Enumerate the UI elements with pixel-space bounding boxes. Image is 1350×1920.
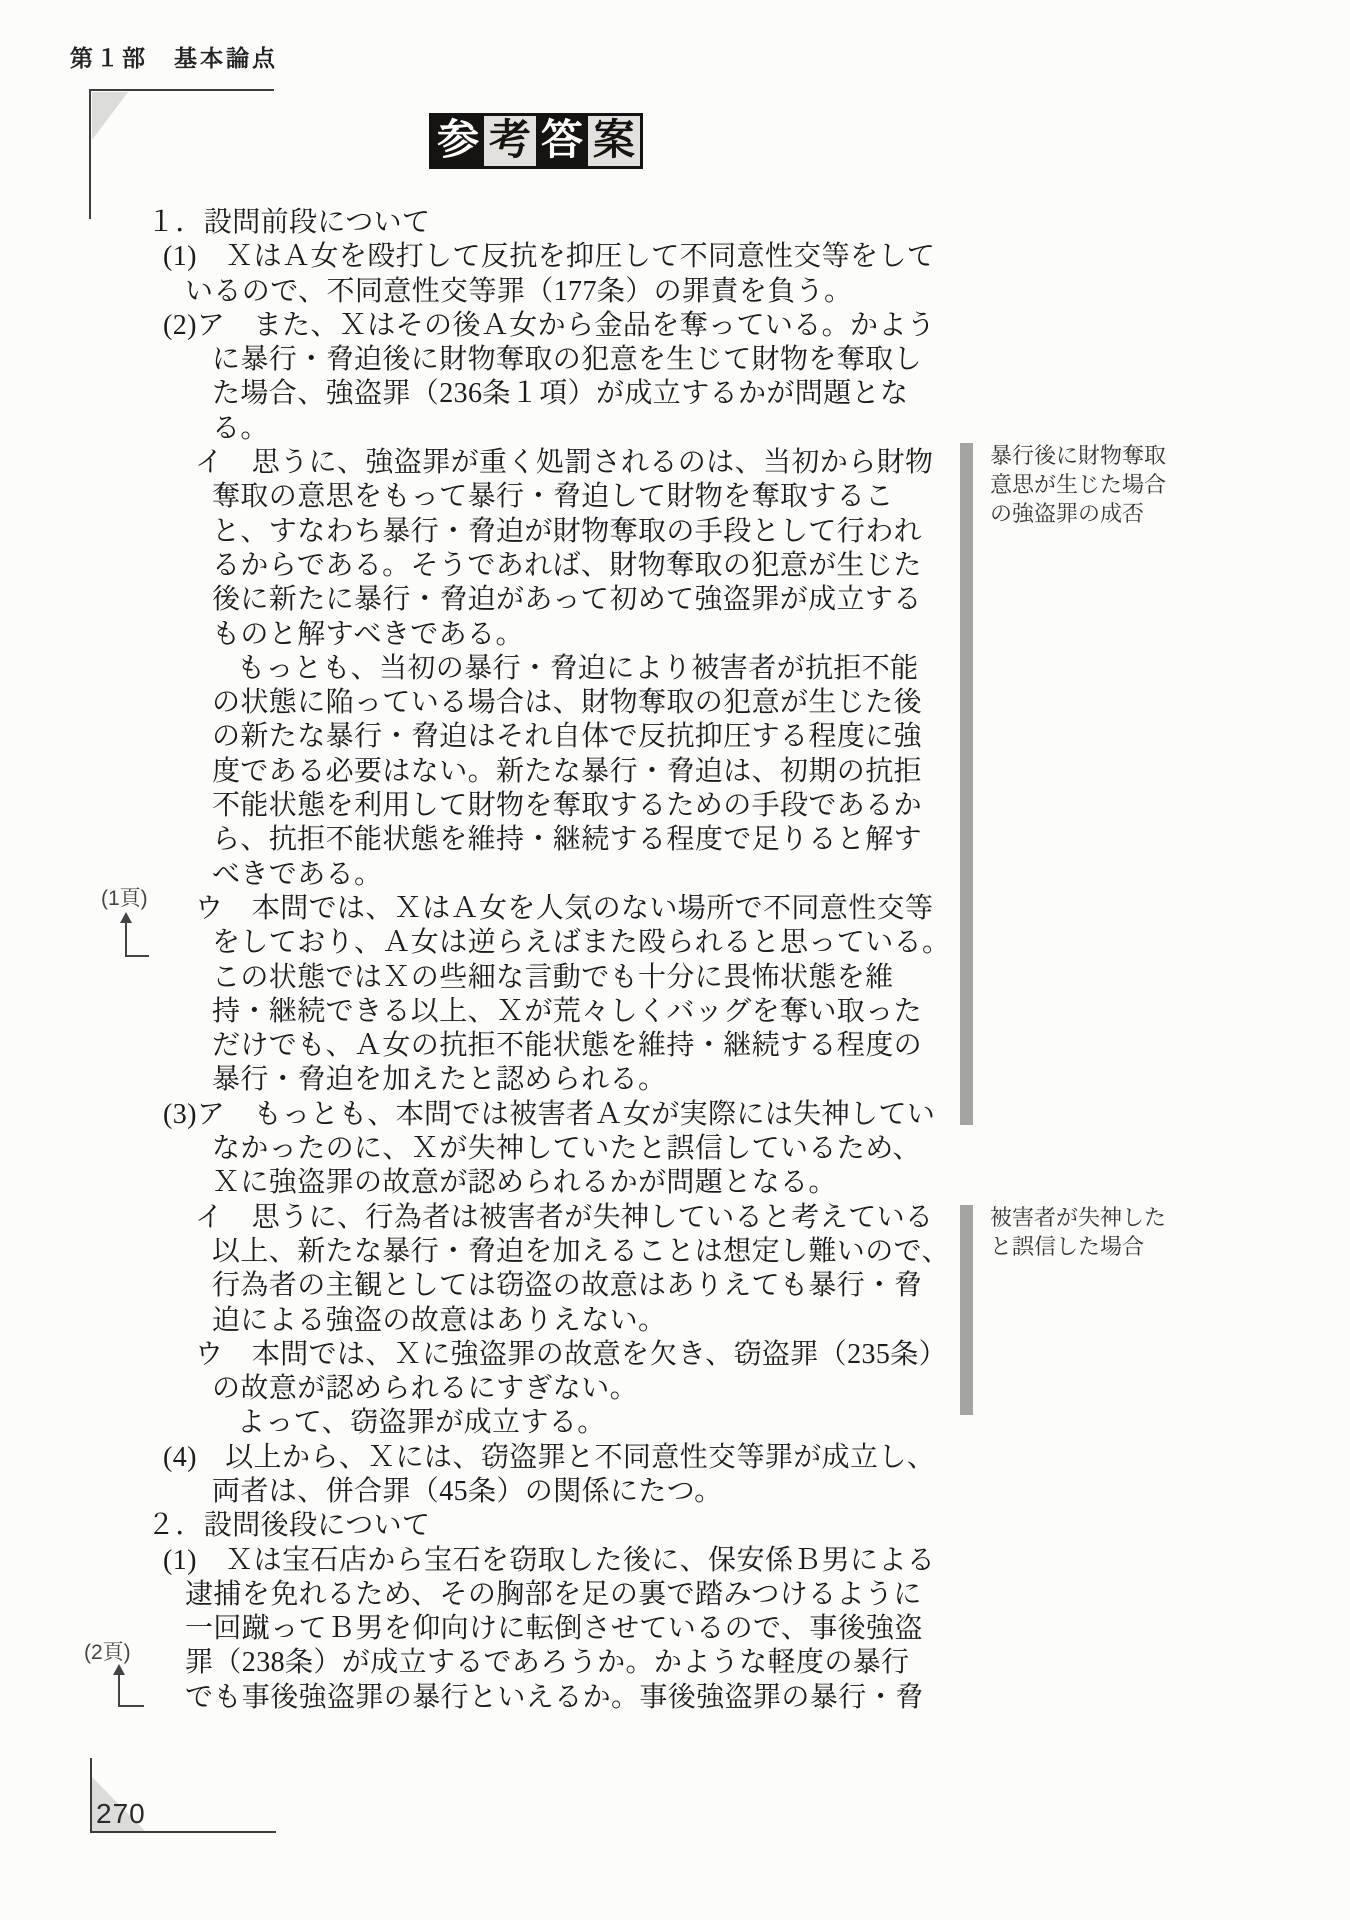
text-line-8: イ 思うに、強盗罪が重く処罰されるのは、当初から財物 — [195, 447, 934, 479]
text-line-13: ものと解すべきである。 — [212, 618, 524, 650]
left-border-top — [89, 89, 91, 219]
text-line-41: 逮捕を免れるため、その胸部を足の裏で踏みつけるように — [185, 1578, 922, 1610]
text-line-15: の状態に陥っている場合は、財物奪取の犯意が生じた後 — [212, 687, 923, 719]
text-line-14: もっとも、当初の暴行・脅迫により被害者が抗拒不能 — [237, 652, 919, 684]
page-marker-1-arrow-base — [125, 955, 149, 957]
text-line-28: なかったのに、Ｘが失神していたと誤信しているため、 — [212, 1133, 921, 1165]
text-line-1: １．設問前段について — [147, 207, 431, 238]
text-line-29: Ｘに強盗罪の故意が認められるかが問題となる。 — [212, 1167, 837, 1199]
title-char-3: 答 — [536, 116, 588, 166]
text-line-5: に暴行・脅迫後に財物奪取の犯意を生じて財物を奪取し — [212, 344, 923, 376]
text-line-22: をしており、Ａ女は逆らえばまた殴られると思っている。 — [212, 927, 951, 959]
text-line-38: 両者は、併合罪（45条）の関係にたつ。 — [212, 1475, 723, 1507]
text-line-25: だけでも、Ａ女の抗拒不能状態を維持・継続する程度の — [212, 1030, 923, 1062]
text-line-17: 度である必要はない。新たな暴行・脅迫は、初期の抗拒 — [212, 755, 923, 787]
text-line-43: 罪（238条）が成立するであろうか。かような軽度の暴行 — [185, 1647, 910, 1679]
margin-note-1: 暴行後に財物奪取 意思が生じた場合 の強盗罪の成否 — [990, 443, 1167, 526]
text-line-40: (1) Ｘは宝石店から宝石を窃取した後に、保安係Ｂ男による — [163, 1544, 936, 1576]
text-line-36: よって、窃盗罪が成立する。 — [237, 1407, 606, 1439]
page-marker-1-arrow-stem — [125, 921, 127, 957]
title-char-4: 案 — [588, 116, 640, 166]
text-line-19: ら、抗拒不能状態を維持・継続する程度で足りると解す — [212, 824, 923, 856]
text-line-34: ウ 本問では、Ｘに強盗罪の故意を欠き、窃盗罪（235条） — [195, 1338, 948, 1370]
text-line-24: 持・継続できる以上、Ｘが荒々しくバッグを奪い取った — [212, 995, 923, 1027]
text-line-10: と、すなわち暴行・脅迫が財物奪取の手段として行われ — [212, 515, 923, 547]
text-line-37: (4) 以上から、Ｘには、窃盗罪と不同意性交等罪が成立し、 — [163, 1441, 936, 1473]
title-char-1: 参 — [432, 116, 484, 166]
footer-rule — [90, 1831, 276, 1833]
text-line-7: る。 — [212, 412, 269, 444]
answer-body — [0, 206, 960, 1715]
title-char-2: 考 — [484, 116, 536, 166]
page-marker-2-label: (2頁) — [84, 1641, 131, 1664]
text-line-11: るからである。そうであれば、財物奪取の犯意が生じた — [212, 549, 922, 581]
text-line-27: (3)ア もっとも、本問では被害者Ａ女が実際には失神してい — [163, 1098, 936, 1130]
text-line-6: た場合、強盗罪（236条１項）が成立するかが問題とな — [212, 378, 909, 410]
text-line-3: いるので、不同意性交等罪（177条）の罪責を負う。 — [185, 275, 853, 307]
text-line-44: でも事後強盗罪の暴行といえるか。事後強盗罪の暴行・脅 — [185, 1681, 924, 1713]
page-number: 270 — [96, 1798, 146, 1829]
text-line-35: の故意が認められるにすぎない。 — [212, 1373, 639, 1405]
text-line-4: (2)ア また、Ｘはその後Ａ女から金品を奪っている。かよう — [163, 309, 936, 341]
text-line-42: 一回蹴ってＢ男を仰向けに転倒させているので、事後強盗 — [185, 1613, 923, 1645]
text-line-16: の新たな暴行・脅迫はそれ自体で反抗抑圧する程度に強 — [212, 721, 923, 753]
corner-triangle-top — [92, 92, 128, 140]
text-line-2: (1) ＸはＡ女を殴打して反抗を抑圧して不同意性交等をして — [163, 241, 936, 273]
page-marker-2-arrow-base — [118, 1705, 144, 1707]
text-line-9: 奪取の意思をもって暴行・脅迫して財物を奪取するこ — [212, 481, 894, 513]
text-line-33: 迫による強盗の故意はありえない。 — [212, 1304, 667, 1336]
header-rule — [89, 89, 274, 91]
answer-title — [429, 113, 643, 169]
text-line-32: 行為者の主観としては窃盗の故意はありえても暴行・脅 — [212, 1270, 923, 1302]
text-line-39: ２．設問後段について — [147, 1510, 431, 1542]
text-line-31: 以上、新たな暴行・脅迫を加えることは想定し難いので、 — [212, 1235, 950, 1267]
text-line-26: 暴行・脅迫を加えたと認められる。 — [212, 1064, 667, 1096]
margin-note-bar-1 — [960, 443, 973, 1125]
text-line-21: ウ 本問では、ＸはＡ女を人気のない場所で不同意性交等 — [195, 892, 934, 924]
text-line-20: べきである。 — [212, 858, 383, 890]
left-border-bottom — [90, 1758, 92, 1833]
text-line-18: 不能状態を利用して財物を奪取するための手段であるか — [212, 790, 923, 822]
text-line-30: イ 思うに、行為者は被害者が失神していると考えている — [195, 1201, 934, 1233]
chapter-header: 第１部 基本論点 — [70, 45, 278, 71]
margin-note-bar-2 — [960, 1205, 973, 1415]
page-marker-1-label: (1頁) — [101, 887, 148, 910]
text-line-12: 後に新たに暴行・脅迫があって初めて強盗罪が成立する — [212, 584, 922, 616]
page-marker-2-arrow-stem — [118, 1673, 120, 1707]
text-line-23: この状態ではＸの些細な言動でも十分に畏怖状態を維 — [212, 961, 894, 993]
margin-note-2: 被害者が失神した と誤信した場合 — [990, 1205, 1167, 1259]
